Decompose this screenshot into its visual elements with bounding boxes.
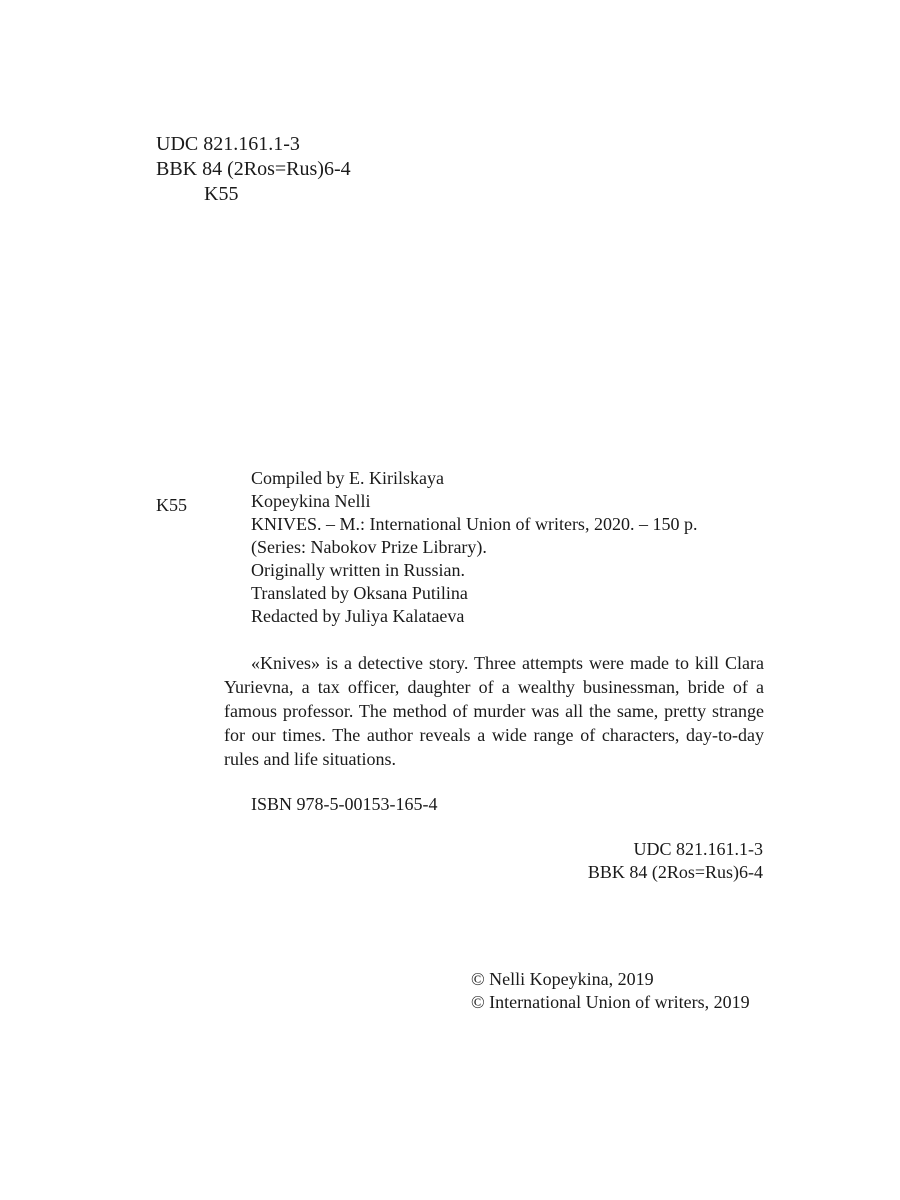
author-name: Kopeykina Nelli (251, 491, 371, 511)
bbk-code: BBK 84 (2Ros=Rus)6-4 (156, 158, 351, 180)
original-language: Originally written in Russian. (251, 560, 465, 580)
translator-line: Translated by Oksana Putilina (251, 583, 468, 603)
copyright-publisher: © International Union of writers, 2019 (471, 992, 750, 1012)
redactor-line: Redacted by Juliya Kalataeva (251, 606, 465, 626)
udc-code: UDC 821.161.1-3 (156, 133, 300, 155)
title-imprint: KNIVES. – M.: International Union of writers, 2020. – 150 p. (251, 514, 698, 534)
bibliographic-record (251, 467, 697, 628)
bbk-code-footer: BBK 84 (2Ros=Rus)6-4 (587, 862, 763, 882)
abstract-paragraph: «Knives» is a detective story. Three attempts were made to kill Clara Yurievna, a tax officer, daughter of a wealthy businessman, bride of a famous professor. The method of murder was all the same, pretty strange for our times. The author reveals a wide range of characters, day-to-day rules and life situations. (224, 653, 764, 769)
copyright-notice (471, 968, 750, 1014)
copyright-author: © Nelli Kopeykina, 2019 (471, 969, 654, 989)
author-mark: K55 (204, 183, 239, 205)
classification-codes-header (156, 132, 351, 207)
series-line: (Series: Nabokov Prize Library). (251, 537, 487, 557)
side-author-mark: K55 (156, 495, 187, 515)
isbn-number: ISBN 978-5-00153-165-4 (251, 794, 438, 814)
compiled-by: Compiled by E. Kirilskaya (251, 468, 444, 488)
classification-codes-footer (588, 838, 763, 884)
udc-code-footer: UDC 821.161.1-3 (633, 839, 763, 859)
